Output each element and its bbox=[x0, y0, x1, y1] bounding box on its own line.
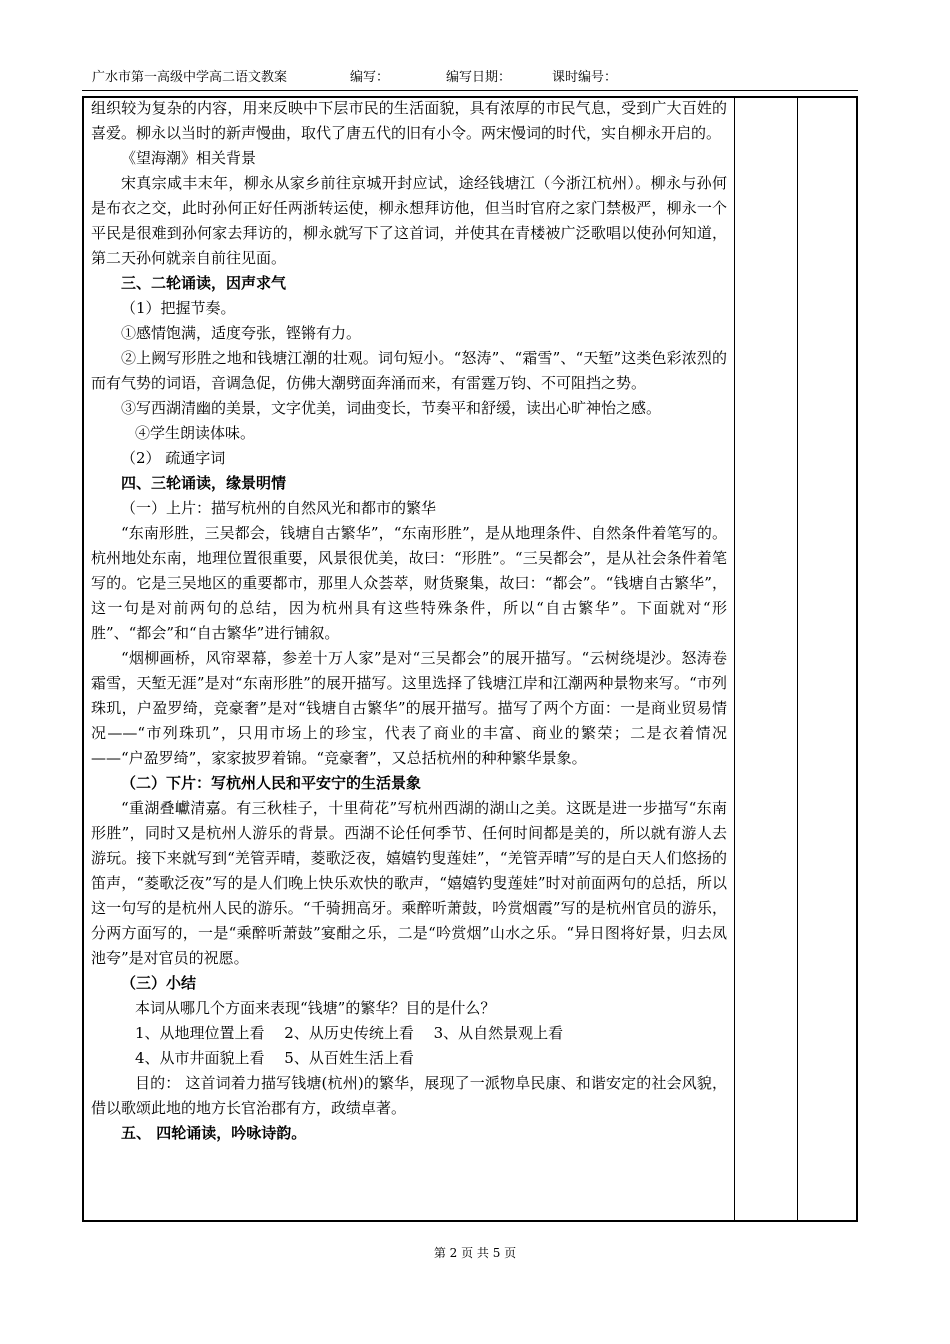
paragraph: “烟柳画桥，风帘翠幕，参差十万人家”是对“三吴都会”的展开描写。“云树绕堤沙。怒涛卷霜雪，天堑无涯”是对“东南形胜”的展开描写。这里选择了钱塘江岸和江潮两种景物来写。“市列珠玑，户盈罗绮，竞豪奢”是对“钱塘自古繁华”的展开描写。描写了两个方面：一是商业贸易情况——“市列珠玑”，只用市场上的珍宝，代表了商业的丰富、商业的繁荣；二是衣着情况——“户盈罗绮”，家家披罗着锦。“竞豪奢”，又总括杭州的种种繁华景象。 bbox=[91, 649, 727, 767]
paragraph: “重湖叠巘清嘉。有三秋桂子，十里荷花”写杭州西湖的湖山之美。这既是进一步描写“东南形胜”，同时又是杭州人游乐的背景。西湖不论任何季节、任何时间都是美的，所以就有游人去游玩。接下来就写到“羌管弄晴，菱歌泛夜，嬉嬉钓叟莲娃”，“羌管弄晴”写的是白天人们悠扬的笛声，“菱歌泛夜”写的是人们晚上快乐欢快的歌声，“嬉嬉钓叟莲娃”时对前面两句的总括，所以这一句写的是杭州人民的游乐。“千骑拥高牙。乘醉听萧鼓，吟赏烟霞”写的是杭州官员的游乐，分两方面写的，一是“乘醉听萧鼓”宴酣之乐，二是“吟赏烟”山水之乐。“异日图将好景，归去凤池夸”是对官员的祝愿。 bbox=[91, 799, 727, 967]
header-rule bbox=[82, 90, 858, 91]
lesson-number-label: 课时编号： bbox=[552, 70, 618, 85]
list-item: ④学生朗读体味。 bbox=[135, 424, 256, 442]
section-heading: 四、三轮诵读，缘景明情 bbox=[121, 474, 287, 492]
paragraph: “东南形胜，三吴都会，钱塘自古繁华”，“东南形胜”，是从地理条件、自然条件着笔写的。杭州地处东南，地理位置很重要，风景很优美，故曰：“形胜”。“三吴都会”，是从社会条件着笔写的。它是三吴地区的重要都市，那里人众荟萃，财货聚集，故曰：“都会”。“钱塘自古繁华”，这一句是对前两句的总结，因为杭州具有这些特殊条件，所以“自古繁华”。下面就对“形胜”、“都会”和“自古繁华”进行铺叙。 bbox=[91, 524, 727, 642]
list-item: 4、从市井面貌上看 5、从百姓生活上看 bbox=[135, 1049, 414, 1067]
list-item: （1）把握节奏。 bbox=[121, 299, 236, 317]
subsection-heading: （一）上片：描写杭州的自然风光和都市的繁华 bbox=[121, 499, 437, 517]
table-column-divider bbox=[797, 96, 798, 1222]
page-header bbox=[92, 66, 617, 85]
page-footer: 第 2 页 共 5 页 bbox=[433, 1246, 517, 1260]
section-heading: 五、 四轮诵读，吟咏诗韵。 bbox=[121, 1124, 307, 1142]
list-item: （2） 疏通字词 bbox=[121, 449, 226, 467]
list-item: ①感情饱满，适度夸张，铿锵有力。 bbox=[121, 324, 362, 342]
date-label: 编写日期： bbox=[446, 70, 512, 85]
list-item: 1、从地理位置上看 2、从历史传统上看 3、从自然景观上看 bbox=[135, 1024, 564, 1042]
table-column-divider bbox=[734, 96, 735, 1222]
section-heading: 《望海潮》相关背景 bbox=[121, 149, 257, 167]
paragraph: 组织较为复杂的内容，用来反映中下层市民的生活面貌，具有浓厚的市民气息，受到广大百姓的喜爱。柳永以当时的新声慢曲，取代了唐五代的旧有小令。两宋慢词的时代，实自柳永开启的。 bbox=[91, 99, 727, 142]
section-heading: 三、二轮诵读，因声求气 bbox=[121, 274, 287, 292]
paragraph: 本词从哪几个方面来表现“钱塘”的繁华？目的是什么？ bbox=[135, 999, 496, 1017]
school-name: 广水市第一高级中学高二语文教案 bbox=[92, 70, 288, 85]
paragraph: 宋真宗咸丰末年，柳永从家乡前往京城开封应试，途经钱塘江（今浙江杭州）。柳永与孙何是布衣之交，此时孙何正好任两浙转运使，柳永想拜访他，但当时官府之家门禁极严，柳永一个平民是很难到孙何家去拜访的，柳永就写下了这首词，并使其在青楼被广泛歌唱以使孙何知道，第二天孙何就亲自前往见面。 bbox=[91, 174, 727, 267]
list-item: ③写西湖清幽的美景，文字优美，词曲变长，节奏平和舒缓，读出心旷神怡之感。 bbox=[121, 399, 662, 417]
subsection-heading: （二）下片：写杭州人民和平安宁的生活景象 bbox=[121, 774, 422, 792]
list-item: ②上阙写形胜之地和钱塘江潮的壮观。词句短小。“怒涛”、“霜雪”、“天堑”这类色彩浓烈的而有气势的词语，音调急促，仿佛大潮劈面奔涌而来，有雷霆万钧、不可阻挡之势。 bbox=[91, 349, 727, 392]
paragraph: 目的： 这首词着力描写钱塘(杭州)的繁华，展现了一派物阜民康、和谐安定的社会风貌，借以歌颂此地的地方长官治郡有方，政绩卓著。 bbox=[91, 1074, 727, 1117]
editor-label: 编写： bbox=[350, 70, 390, 85]
lesson-content bbox=[91, 96, 727, 1146]
subsection-heading: （三）小结 bbox=[121, 974, 197, 992]
